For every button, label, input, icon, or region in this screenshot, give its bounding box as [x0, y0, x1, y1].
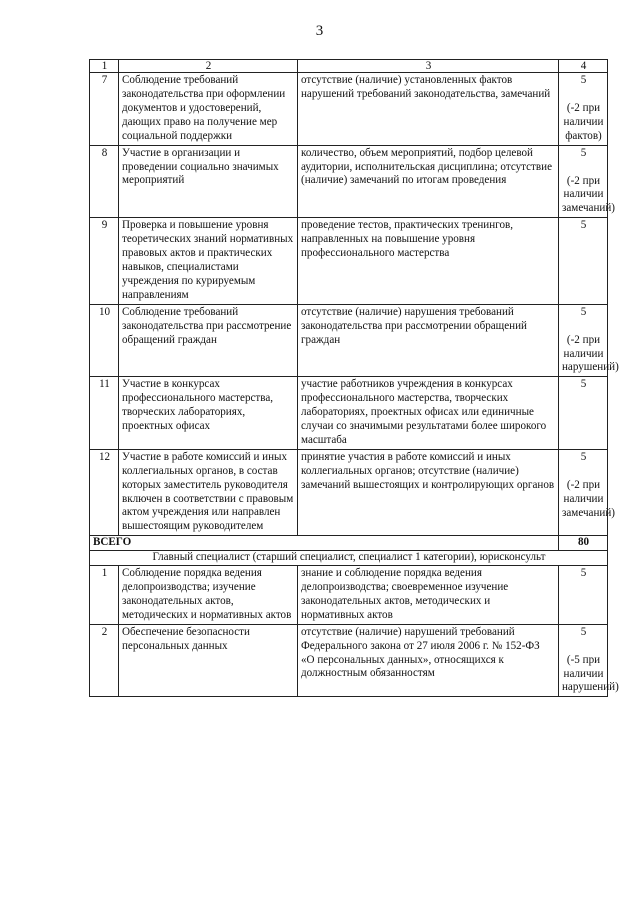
indicator-cell: Соблюдение порядка ведения делопроизводства; изучение законодательных актов, методических и нормативных актов: [119, 566, 298, 625]
indicator-cell: Проверка и повышение уровня теоретических знаний нормативных правовых актов и практических навыков, специалистами учреждения по курируемым направлениям: [119, 218, 298, 304]
table-row: [90, 304, 608, 377]
section-row: [90, 551, 608, 566]
table-row: [90, 73, 608, 146]
header-col-1: 1: [90, 60, 119, 73]
row-number: 11: [90, 377, 119, 450]
score-value: 5: [580, 450, 587, 463]
criteria-cell: знание и соблюдение порядка ведения делопроизводства; своевременное изучение законодательных актов, методических и нормативных актов: [298, 566, 559, 625]
score-value: 5: [580, 305, 587, 318]
header-col-3: 3: [298, 60, 559, 73]
table-row: [90, 449, 608, 535]
score-cell: [559, 145, 615, 218]
table-row: [90, 145, 608, 218]
section-title: Главный специалист (старший специалист, специалист 1 категории), юрисконсульт: [90, 551, 608, 566]
score-value: 5: [580, 378, 587, 391]
score-note: (-2 при наличии замечаний): [562, 174, 615, 215]
score-cell: [559, 566, 608, 625]
header-col-4: 4: [559, 60, 608, 73]
table-row: [90, 218, 608, 304]
score-cell: [559, 449, 615, 535]
header-row: [90, 60, 608, 73]
row-number: 10: [90, 304, 119, 377]
criteria-cell: участие работников учреждения в конкурсах профессионального мастерства, творческих лабораториях, проектных офисах или единичные случаи со значимыми результатами более широкого масштаба: [298, 377, 559, 450]
row-number: 12: [90, 449, 119, 535]
criteria-table: [89, 59, 619, 697]
row-number: 2: [90, 624, 119, 697]
score-value: 5: [580, 625, 587, 638]
score-note: (-5 при наличии нарушений): [562, 653, 619, 694]
criteria-cell: принятие участия в работе комиссий и иных коллегиальных органов; отсутствие (наличие) замечаний вышестоящих и контролирующих органов: [298, 449, 559, 535]
total-value: 80: [559, 536, 608, 551]
score-note: (-2 при наличии замечаний): [562, 478, 615, 519]
score-value: 5: [580, 74, 587, 86]
total-row: [90, 536, 608, 551]
table-row: [90, 624, 608, 697]
indicator-cell: Участие в организации и проведении социально значимых мероприятий: [119, 145, 298, 218]
row-number: 8: [90, 145, 119, 218]
row-number: 9: [90, 218, 119, 304]
indicator-cell: Участие в конкурсах профессионального мастерства, творческих лабораториях, проектных офисах: [119, 377, 298, 450]
score-cell: [559, 304, 619, 377]
score-cell: [559, 218, 608, 304]
page-number: 3: [315, 23, 324, 39]
total-label: ВСЕГО: [90, 536, 559, 551]
indicator-cell: Соблюдение требований законодательства при оформлении документов и удостоверений, дающих право на получение мер социальной поддержки: [119, 73, 298, 146]
table-row: [90, 377, 608, 450]
indicator-cell: Участие в работе комиссий и иных коллегиальных органов, в состав которых заместитель руководителя включен в соответствии с правовым актом учреждения или направлен вышестоящим руководителем: [119, 449, 298, 535]
criteria-cell: отсутствие (наличие) нарушений требований Федерального закона от 27 июля 2006 г. № 152-ФЗ «О персональных данных», относящихся к должностным обязанностям: [298, 624, 559, 697]
score-cell: [559, 377, 608, 450]
row-number: 1: [90, 566, 119, 625]
score-cell: [559, 73, 608, 146]
indicator-cell: Обеспечение безопасности персональных данных: [119, 624, 298, 697]
criteria-cell: количество, объем мероприятий, подбор целевой аудитории, исполнительская дисциплина; отсутствие (наличие) замечаний по итогам проведения: [298, 145, 559, 218]
score-note: (-2 при наличии фактов): [563, 101, 604, 142]
score-value: 5: [580, 567, 587, 580]
score-value: 5: [580, 219, 587, 232]
criteria-cell: отсутствие (наличие) установленных фактов нарушений требований законодательства, замечаний: [298, 73, 559, 146]
criteria-cell: отсутствие (наличие) нарушения требований законодательства при рассмотрении обращений граждан: [298, 304, 559, 377]
score-cell: [559, 624, 619, 697]
header-col-2: 2: [119, 60, 298, 73]
score-value: 5: [580, 146, 587, 159]
criteria-cell: проведение тестов, практических тренингов, направленных на повышение уровня профессионального мастерства: [298, 218, 559, 304]
score-note: (-2 при наличии нарушений): [562, 333, 619, 374]
table-row: [90, 566, 608, 625]
row-number: 7: [90, 73, 119, 146]
indicator-cell: Соблюдение требований законодательства при рассмотрение обращений граждан: [119, 304, 298, 377]
